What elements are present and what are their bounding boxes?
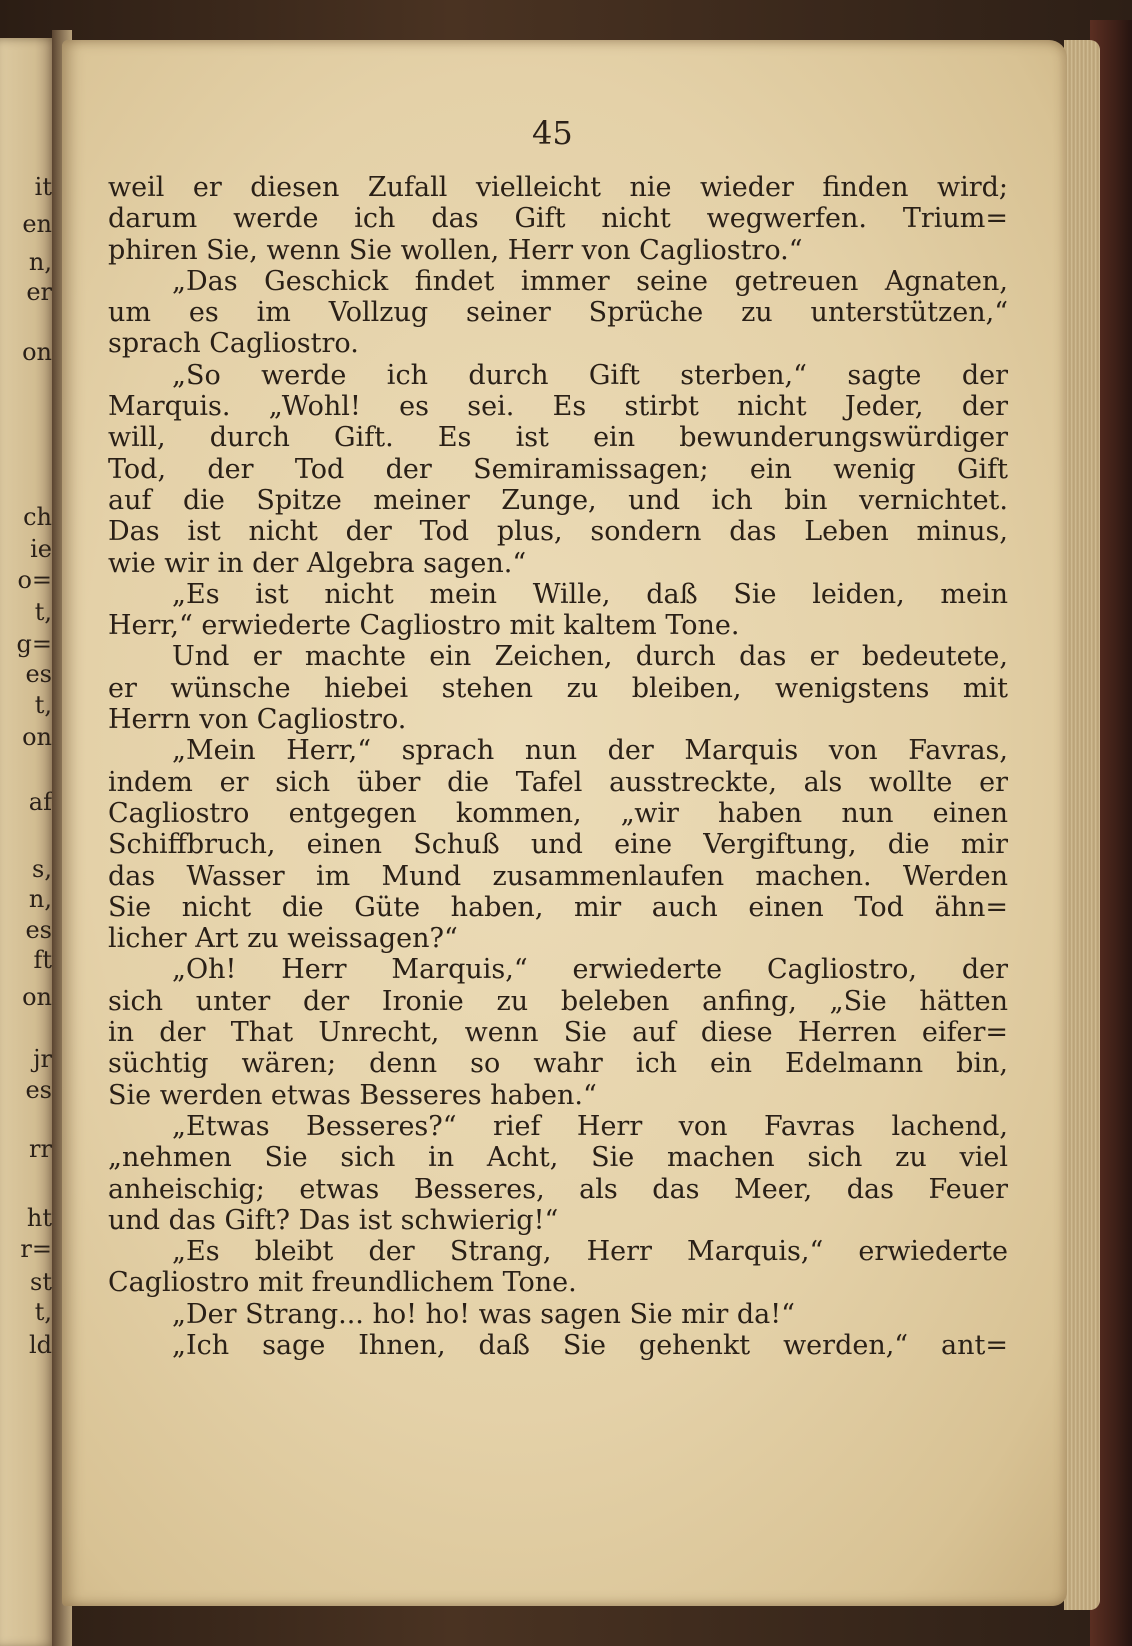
left-page-fragment: jr: [33, 1045, 52, 1073]
left-page-fragment: ld: [28, 1331, 52, 1359]
text-line: und das Gift? Das ist schwierig!“: [108, 1204, 559, 1236]
text-line: er wünsche hiebei stehen zu bleiben, wenigstens mit: [108, 672, 1008, 704]
text-line: Cagliostro entgegen kommen, „wir haben nun einen: [108, 797, 1008, 829]
text-line: sich unter der Ironie zu beleben anfing, „Sie hätten: [108, 985, 1008, 1017]
left-page-edge: [0, 38, 58, 1646]
text-line: Herrn von Cagliostro.: [108, 704, 407, 736]
text-line: Das ist nicht der Tod plus, sondern das Leben minus,: [108, 516, 1008, 548]
page-stack-edge: [1064, 40, 1100, 1610]
text-line: Tod, der Tod der Semiramissagen; ein wenig Gift: [108, 453, 1008, 485]
text-line: licher Art zu weissagen?“: [108, 923, 458, 955]
left-page-fragment: rr: [29, 1135, 52, 1163]
left-page-fragment: st: [30, 1268, 52, 1296]
left-page-fragment: t,: [34, 1298, 52, 1326]
text-line: „Mein Herr,“ sprach nun der Marquis von Favras,: [172, 735, 1008, 767]
page-number: 45: [532, 114, 573, 152]
text-line: „So werde ich durch Gift sterben,“ sagte der: [172, 359, 1008, 391]
left-page-fragment: g=: [16, 630, 52, 658]
left-page-fragment: es: [25, 916, 52, 944]
text-line: darum werde ich das Gift nicht wegwerfen. Trium=: [108, 203, 1008, 235]
left-page-fragment: s,: [32, 855, 52, 883]
text-line: Sie nicht die Güte haben, mir auch einen Tod ähn=: [108, 891, 1008, 923]
left-page-fragment: n,: [28, 885, 52, 913]
text-line: „Etwas Besseres?“ rief Herr von Favras lachend,: [172, 1110, 1008, 1142]
left-page-fragment: es: [25, 660, 52, 688]
left-page-fragment: r=: [20, 1235, 52, 1263]
text-line: Schiffbruch, einen Schuß und eine Vergiftung, die mir: [108, 829, 1008, 861]
text-line: „Oh! Herr Marquis,“ erwiederte Cagliostro, der: [172, 954, 1008, 986]
text-line: „Ich sage Ihnen, daß Sie gehenkt werden,“ ant=: [172, 1329, 1008, 1361]
left-page-fragment: on: [22, 723, 52, 751]
text-line: „Es bleibt der Strang, Herr Marquis,“ erwiederte: [172, 1236, 1008, 1268]
left-page-fragment: af: [28, 788, 52, 816]
left-page-fragment: en: [22, 210, 52, 238]
text-line: Und er machte ein Zeichen, durch das er bedeutete,: [172, 641, 1008, 673]
left-page-fragment: on: [22, 983, 52, 1011]
left-page-fragment: es: [25, 1076, 52, 1104]
left-page-fragment: ht: [26, 1204, 52, 1232]
text-line: „Es ist nicht mein Wille, daß Sie leiden, mein: [172, 578, 1008, 610]
left-page-fragment: on: [22, 338, 52, 366]
left-page-fragment: ie: [30, 535, 52, 563]
text-line: anheischig; etwas Besseres, als das Meer, das Feuer: [108, 1173, 1008, 1205]
text-line: Cagliostro mit freundlichem Tone.: [108, 1267, 577, 1299]
left-page-fragment: t,: [34, 691, 52, 719]
body-text: [108, 172, 1008, 1361]
text-line: „Das Geschick findet immer seine getreuen Agnaten,: [172, 265, 1008, 297]
left-page-fragment: it: [34, 173, 52, 201]
text-line: „Der Strang... ho! ho! was sagen Sie mir da!“: [172, 1298, 795, 1330]
text-line: in der That Unrecht, wenn Sie auf diese Herren eifer=: [108, 1017, 1008, 1049]
text-line: Herr,“ erwiederte Cagliostro mit kaltem Tone.: [108, 610, 740, 642]
text-line: Sie werden etwas Besseres haben.“: [108, 1079, 597, 1111]
left-page-fragment: ft: [33, 946, 52, 974]
text-line: sprach Cagliostro.: [108, 328, 359, 360]
text-line: weil er diesen Zufall vielleicht nie wieder finden wird;: [108, 172, 1008, 203]
left-page-fragment: er: [26, 278, 52, 306]
text-line: um es im Vollzug seiner Sprüche zu unterstützen,“: [108, 297, 1008, 329]
text-line: süchtig wären; denn so wahr ich ein Edelmann bin,: [108, 1048, 1008, 1080]
text-line: „nehmen Sie sich in Acht, Sie machen sich zu viel: [108, 1142, 1008, 1174]
text-line: das Wasser im Mund zusammenlaufen machen. Werden: [108, 860, 1008, 892]
left-page-fragment: o=: [17, 566, 52, 594]
left-page-fragment: ch: [23, 503, 52, 531]
text-line: will, durch Gift. Es ist ein bewunderungswürdiger: [108, 422, 1008, 454]
text-line: phiren Sie, wenn Sie wollen, Herr von Cagliostro.“: [108, 234, 803, 266]
left-page-fragment: n,: [28, 248, 52, 276]
text-line: auf die Spitze meiner Zunge, und ich bin vernichtet.: [108, 484, 1008, 516]
left-page-fragment: t,: [34, 598, 52, 626]
text-line: wie wir in der Algebra sagen.“: [108, 547, 527, 579]
right-page: [62, 40, 1067, 1606]
text-line: indem er sich über die Tafel ausstreckte, als wollte er: [108, 766, 1008, 798]
text-line: Marquis. „Wohl! es sei. Es stirbt nicht Jeder, der: [108, 391, 1008, 423]
